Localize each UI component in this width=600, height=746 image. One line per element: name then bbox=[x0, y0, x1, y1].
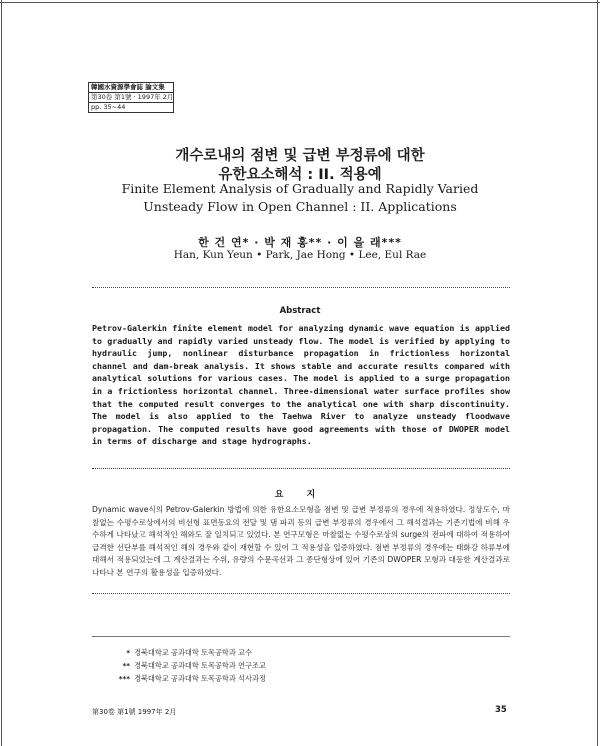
english-title-line2: Unsteady Flow in Open Channel : II. Applications bbox=[143, 199, 457, 214]
frame-left-line bbox=[1, 0, 2, 746]
korean-title-line2: 유한요소해석 : II. 적용예 bbox=[218, 167, 382, 183]
footnote-mark: *** bbox=[118, 674, 130, 683]
footnote-mark: * bbox=[126, 648, 130, 657]
journal-name: 韓國水資源學會誌 論文集 bbox=[91, 83, 165, 91]
page-number: 35 bbox=[495, 705, 507, 715]
journal-pages: pp. 35~44 bbox=[89, 102, 173, 112]
footnote-text: 경북대학교 공과대학 토목공학과 교수 bbox=[134, 648, 252, 657]
footnote-text: 경북대학교 공과대학 토목공학과 연구조교 bbox=[134, 661, 266, 670]
frame-top-line bbox=[0, 2, 600, 3]
summary-heading: 요 지 bbox=[274, 490, 326, 500]
divider-middle bbox=[92, 468, 510, 469]
summary-body: Dynamic wave식의 Petrov-Galerkin 방법에 의한 유한요소모형을 점변 및 급변 부정류의 경우에 적용하였다. 정상도수, 마찰없는 수평수로상에서의 비선형 표면동요의 전달 및 댐 파괴 등의 급변 부정류의 경우에서 그 해석결과는 기존기법에 비해 우수하게 나타났고 해석적인 해와도 잘 일치되고 있었다. 본 연구모형은 마찰없는 수평수로상의 surge의 전파에 대하여 적용하여 급격한 선단부를 해석적인 해의 경우와 같이 재현할 수 있어 그 적용성을 입증하였다. 점변 부정류의 경우에는 태화강 하류부에 대해서 적용되었는데 그 계산결과는 수위, 유량의 수문곡선과 그 종단형상에 있어 기존의 DWOPER 모형과 대등한 계산결과로 나타나 본 연구의 활용성을 입증하였다. bbox=[92, 505, 510, 577]
footnote-3 bbox=[90, 674, 266, 684]
footnote-separator bbox=[92, 636, 510, 637]
footnote-1 bbox=[90, 648, 252, 658]
footer-issue: 第30卷 第1號 1997年 2月 bbox=[92, 708, 177, 716]
journal-volume: 第30卷 第1號 · 1997年 2月 bbox=[91, 93, 173, 101]
footnote-text: 경북대학교 공과대학 토목공학과 석사과정 bbox=[134, 674, 266, 683]
footnote-2 bbox=[90, 661, 266, 671]
english-title-line1: Finite Element Analysis of Gradually and Rapidly Varied bbox=[121, 181, 479, 196]
divider-bottom bbox=[92, 593, 510, 594]
footnote-mark: ** bbox=[122, 661, 130, 670]
abstract-heading: Abstract bbox=[279, 306, 321, 316]
authors-english: Han, Kun Yeun • Park, Jae Hong • Lee, Eul Rae bbox=[173, 249, 427, 261]
korean-title-line1: 개수로내의 점변 및 급변 부정류에 대한 bbox=[175, 148, 425, 164]
divider-top bbox=[92, 287, 510, 288]
frame-right-line bbox=[597, 0, 598, 746]
journal-info-box bbox=[88, 82, 174, 113]
authors-korean: 한 건 연* · 박 재 홍** · 이 을 래*** bbox=[198, 236, 402, 249]
abstract-body: Petrov-Galerkin finite element model for analyzing dynamic wave equation is applied to gradually and rapidly varied unsteady flow. The model is verified by applying to hydraulic jump, nonlinear disturbance propagation in frictionless horizontal channel and dam-break analysis. It shows stable and accurate results compared with analytical solutions for various cases. The model is applied to a surge propagation in a frictionless horizontal channel. Three-dimensional water surface profiles show that the computed result converges to the analytical one with sharp discontinuity. The model is also applied to the Taehwa River to analyze unsteady floodwave propagation. The computed results have good agreements with those of DWOPER model in terms of discharge and stage hydrographs. bbox=[92, 323, 510, 447]
